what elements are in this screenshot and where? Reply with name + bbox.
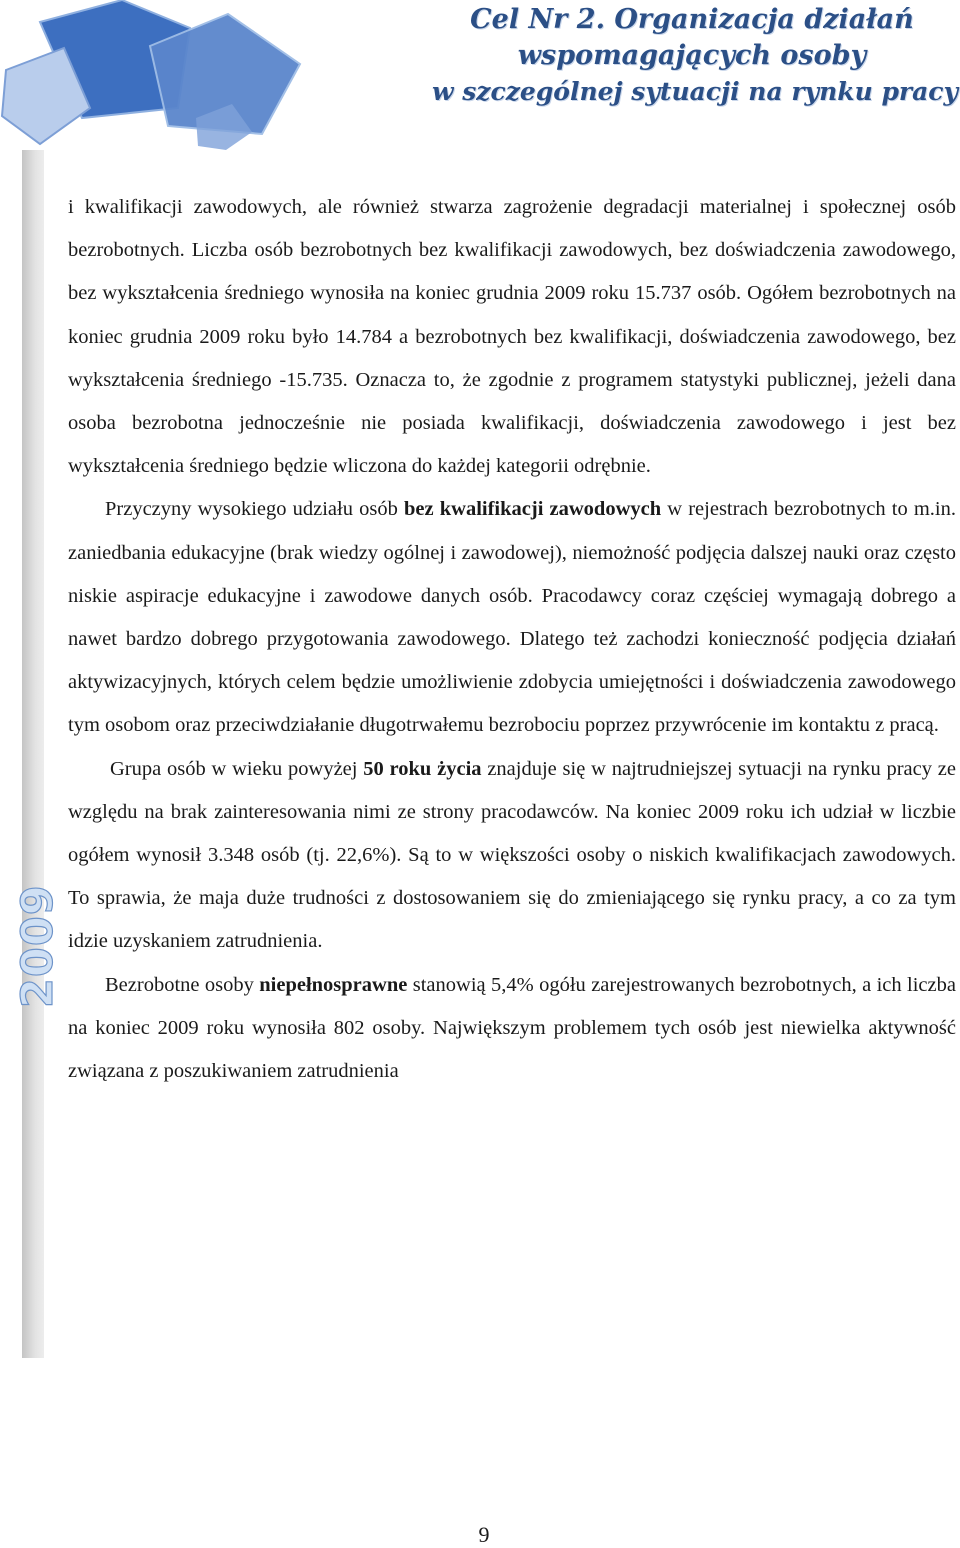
sidebar-year: 2009 bbox=[13, 884, 63, 1008]
side-decorative-bar bbox=[22, 150, 44, 1358]
header-title bbox=[432, 2, 959, 110]
page-number: 9 bbox=[478, 1522, 490, 1547]
paragraph-3-post: znajduje się w najtrudniejszej sytuacji na rynku pracy ze względu na brak zainteresowania nimi ze strony pracodawców. Na koniec 2009 roku ich udział w liczbie ogółem wynosił 3.348 osób (tj. 22,6%). Są to w większości osoby o niskich kwalifikacjach zawodowych. To sprawia, że maja duże trudności z dostosowaniem się do zmieniającego się rynku pracy, a co za tym idzie uzyskaniem zatrudnienia. bbox=[68, 757, 956, 953]
header-title-line-3: w szczególnej sytuacji na rynku pracy bbox=[432, 77, 959, 106]
paragraph-4-pre: Bezrobotne osoby bbox=[105, 973, 260, 996]
paragraph-1-text: i kwalifikacji zawodowych, ale również stwarza zagrożenie degradacji materialnej i społecznej osób bezrobotnych. Liczba osób bezrobotnych bez kwalifikacji zawodowych, bez doświadczenia zawodowego, bez wykształcenia średniego wynosiła na koniec grudnia 2009 roku 15.737 osób. Ogółem bezrobotnych na koniec grudnia 2009 roku było 14.784 a bezrobotnych bez kwalifikacji, doświadczenia zawodowego, bez wykształcenia średniego -15.735. Oznacza to, że zgodnie z programem statystyki publicznej, jeżeli dana osoba bezrobotna jednocześnie nie posiada kwalifikacji, doświadczenia zawodowego i jest bez wykształcenia średniego będzie wliczona do każdej kategorii odrębnie. bbox=[68, 196, 956, 478]
document-body bbox=[68, 186, 956, 1093]
header-title-line-2: wspomagających osoby bbox=[517, 40, 867, 71]
paragraph-3-bold: 50 roku życia bbox=[363, 757, 482, 780]
paragraph-4 bbox=[68, 964, 956, 1094]
paragraph-4-post: stanowią 5,4% ogółu zarejestrowanych bezrobotnych, a ich liczba na koniec 2009 roku wynosiła 802 osoby. Największym problemem tych osób jest niewielka aktywność związana z poszukiwaniem zatrudnienia bbox=[68, 973, 956, 1083]
paragraph-3 bbox=[68, 748, 956, 964]
paragraph-1 bbox=[68, 186, 956, 488]
paragraph-2-bold: bez kwalifikacji zawodowych bbox=[404, 498, 662, 521]
paragraph-2-pre: Przyczyny wysokiego udziału osób bbox=[105, 498, 404, 521]
paragraph-2-post: w rejestrach bezrobotnych to m.in. zaniedbania edukacyjne (brak wiedzy ogólnej i zawodowej), niemożność podjęcia dalszej nauki oraz często niskie aspiracje edukacyjne i zawodowe danych osób. Pracodawcy coraz częściej wymagają dobrego a nawet bardzo dobrego przygotowania zawodowego. Dlatego też zachodzi konieczność podjęcia działań aktywizacyjnych, których celem będzie umożliwienie zdobycia umiejętności i doświadczenia zawodowego tym osobom oraz przeciwdziałanie długotrwałemu bezrobociu poprzez przywrócenie im kontaktu z pracą. bbox=[68, 498, 956, 737]
header-title-line-1: Cel Nr 2. Organizacja działań bbox=[470, 4, 914, 35]
paragraph-3-pre: Grupa osób w wieku powyżej bbox=[110, 757, 364, 780]
paragraph-4-bold: niepełnosprawne bbox=[259, 973, 408, 996]
paragraph-2 bbox=[68, 488, 956, 747]
